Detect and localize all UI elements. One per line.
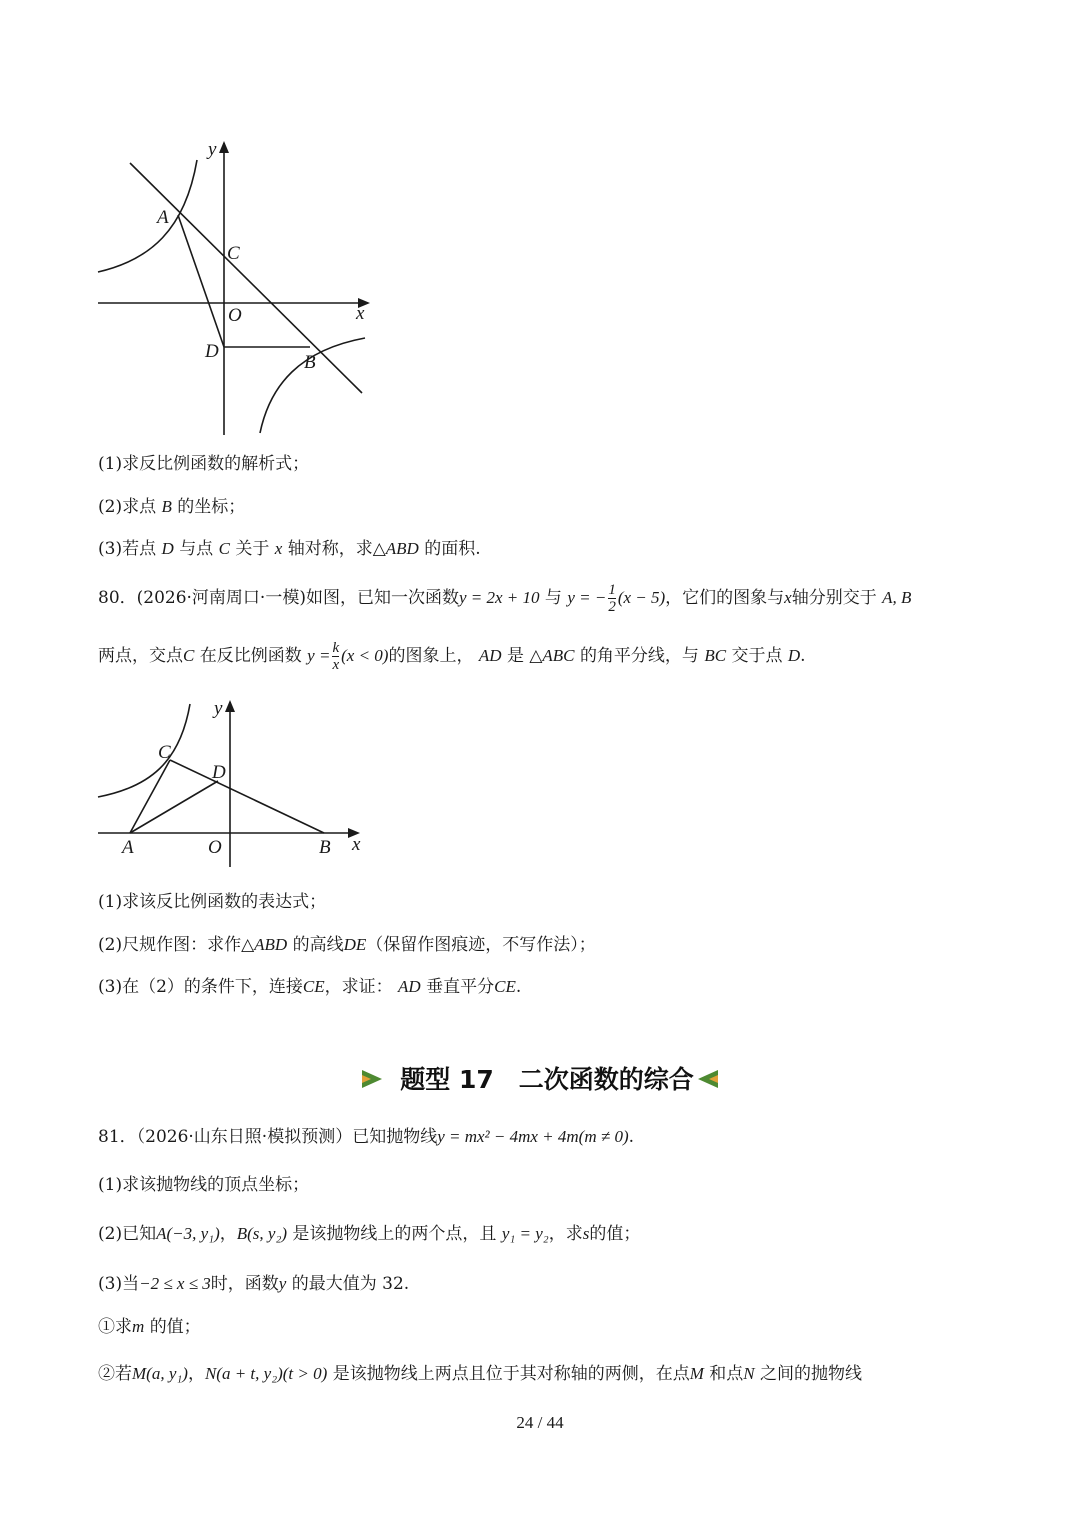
- arrow-left-icon: [698, 1070, 718, 1088]
- figure-2-graph: [90, 692, 380, 872]
- q80-intro-line-2: 两点，交点C 在反比例函数 y = $\frac{k}{x}$ (x < 0)的图象上， AD 是 △ABC 的角平分线，与 BC 交于点 D.: [98, 640, 806, 673]
- q80-intro-line-1: 80．(2026·河南周口·一模)如图，已知一次函数y = 2x + 10 与 y = − $\frac{1}{2}$ (x − 5)，它们的图象与x轴分别交于 A, B: [98, 582, 912, 615]
- q79-part-3: (3)若点 D 与点 C 关于 x 轴对称，求△ABD 的面积.: [98, 539, 481, 559]
- label-b: B: [304, 352, 316, 373]
- segment-ad: [178, 215, 224, 347]
- q81-part-2: (2)已知A(−3, y₁)，B(s, y₂) 是该抛物线上的两个点，且 y₁ = y₂，求s的值；: [98, 1224, 641, 1244]
- label-o: O: [208, 837, 222, 858]
- label-y: y: [208, 139, 217, 160]
- q80-part-1: (1)求该反比例函数的表达式；: [98, 892, 327, 912]
- fraction-one-half: $\frac{1}{2}$: [608, 582, 616, 615]
- section-heading: [0, 1060, 1080, 1100]
- label-x: x: [356, 303, 365, 324]
- fraction-k-over-x: $\frac{k}{x}$: [332, 640, 340, 673]
- q81-intro: 81．（2026·山东日照·模拟预测）已知抛物线y = mx² − 4mx + 4m(m ≠ 0).: [98, 1127, 635, 1147]
- q81-sub-1: ①求m 的值；: [98, 1317, 201, 1337]
- label-a: A: [122, 837, 134, 858]
- section-title: 题型 17 二次函数的综合: [400, 1065, 694, 1094]
- figure-1-graph: [90, 135, 380, 440]
- q79-part-2: (2)求点 B 的坐标；: [98, 497, 246, 517]
- q80-part-3: (3)在（2）的条件下，连接CE，求证： AD 垂直平分CE.: [98, 977, 522, 997]
- line-ab: [130, 163, 362, 393]
- page-number: 24 / 44: [516, 1413, 564, 1432]
- q81-part-1: (1)求该抛物线的顶点坐标；: [98, 1175, 310, 1195]
- arrow-right-icon: [362, 1070, 382, 1088]
- label-c: C: [158, 742, 171, 763]
- hyperbola-branch: [98, 704, 190, 797]
- label-x: x: [352, 834, 361, 855]
- label-y: y: [214, 698, 223, 719]
- q80-part-2: (2)尺规作图：求作△ABD 的高线DE（保留作图痕迹，不写作法）；: [98, 935, 596, 955]
- label-d: D: [205, 341, 219, 362]
- label-a: A: [157, 207, 169, 228]
- q79-part-1: (1)求反比例函数的解析式；: [98, 454, 310, 474]
- q81-sub-2: ②若M(a, y₁)，N(a + t, y₂)(t > 0) 是该抛物线上两点且位于其对称轴的两侧，在点M 和点N 之间的抛物线: [98, 1364, 863, 1384]
- q81-part-3: (3)当−2 ≤ x ≤ 3时，函数y 的最大值为 32.: [98, 1274, 410, 1294]
- label-c: C: [227, 243, 240, 264]
- label-b: B: [319, 837, 331, 858]
- y-axis-arrow: [225, 700, 235, 712]
- label-o: O: [228, 305, 242, 326]
- y-axis-arrow: [219, 141, 229, 153]
- segment-ad: [130, 781, 218, 833]
- hyperbola-branch-left: [98, 160, 197, 272]
- label-d: D: [212, 762, 226, 783]
